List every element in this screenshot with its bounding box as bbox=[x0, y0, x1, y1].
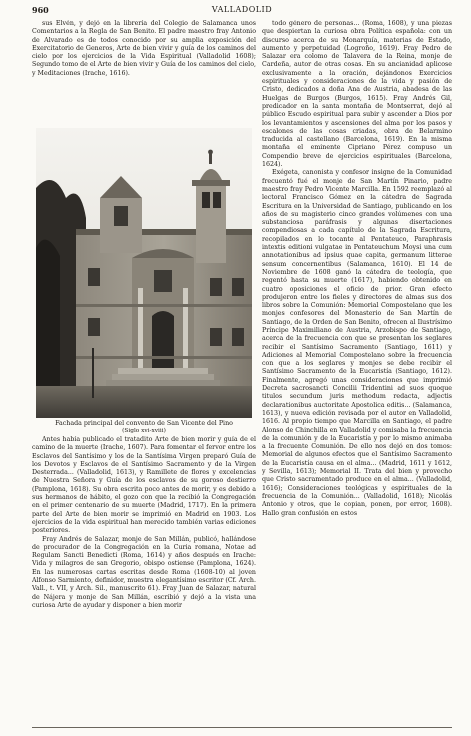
left-column-bottom bbox=[32, 436, 256, 724]
paragraph: Antes había publicado el tratadito Arte de bien morir y guía de el camino de la muerte (Irache, 1607). Para fomentar el fervor entre los Esclavos del Santísimo y los de la Santísima Virgen preparó Guía de los Devotos y Esclavos de el Santísimo Sacramento y de la Virgen Desterrada... (Valladolid, 1613), y Ramillete de flores y excelencias de Nuestra Señora y Guía de los esclavos de su goroso destierro (Pamplona, 1618). Su obra escrita poco antes de morir, y es debido a sus hermanos de hábito, el gozo con que la recibió la Congregación en el primer centenario de su muerte (Madrid, 1717). En la primera parte del Arte de bien morir se imprimió en Madrid en 1903. Los ejercicios de la vida espiritual han merecido también varias ediciones posteriores. bbox=[32, 436, 256, 535]
left-column-top bbox=[32, 20, 256, 124]
footer-rule bbox=[32, 727, 452, 728]
paragraph: sus Elvén, y dejó en la librería del Colegio de Salamanca unos Comentarios a la Regla de San Benito. El padre maestro fray Antonio de Alvarado es de todos conocido por su amplia exposición del Exercitatorio de Generos, Arte de bien vivir y guía de los caminos del cielo por los ejercicios de la Vida Espiritual (Valladolid 1608); Segundo tomo de el Arte de bien vivir y Guía de los caminos del cielo, y Meditaciones (Irache, 1616). bbox=[32, 20, 256, 77]
paragraph: Exégeta, canonista y confesor insigne de la Comunidad frecuentó fué el monje de San Martín Pinario, padre maestro fray Pedro Vicente Marcilla. En 1592 reemplazó al lectoral Francisco Gómez en la cátedra de Sagrada Escritura en la Universidad de Santiago, publicando en los años de su magisterio cinco grandes volúmenes con una substanciosa paráfrasis y algunas disertaciones compendiosas a cada capítulo de la Sagrada Escritura, recopilados en lo tocante al Pentateuco, Paraphrasis intextis editioni vulgatae in Pentateuchum Moysi una cum annotationibus ad ipsius quae capita, germanum litterae sensum concernentibus (Salamanca, 1610). El 14 de Noviembre de 1608 ganó la cátedra de teología, que regentó hasta su muerte (1617), habiendo obtenido en cuatro oposiciones el oficio de prior. Gran efecto produjeron entre los fieles y directores de almas sus dos libros sobre la Comunión: Memorial Compostelano que les monjes confesores del Monasterio de San Martín de Santiago, de la Orden de San Benito, ofrecen al Ilustrísimo Príncipe Maximiliano de Austria, Arzobispo de Santiago, acerca de la frecuencia con que se presentan los seglares recibir el Santísimo Sacramento (Santiago, 1611) y Adiciones al Memorial Compostelano sobre la frecuencia con que a los seglares y monjes se debe recibir el Santísimo Sacramento de la Eucaristía (Santiago, 1612). Finalmente, agregó unas consideraciones que imprimió Decreta sacrosancti Concilii Tridentini ad suos quoque titulos secundum juris methodum redacta, adjectis declarationibus auctoritate Apostolica editis... (Salamanca, 1613), y nueva edición revisada por el autor en Valladolid, 1616. Al propio tiempo que Marcilla en Santiago, el padre Alonso de Chinchilla en Valladolid y comisaba la frecuencia de la comunión y de la Eucaristía y por lo mismo animaba a la frecuente Comunión. De ello nos dejó en dos tomos: Memorial de algunos efectos que el Santísimo Sacramento de la Eucaristía causa en el alma... (Madrid, 1611 y 1612, y Sevilla, 1613); Memorial II. Trata del bien y provecho que Cristo sacramentado produce en el alma... (Valladolid, 1616); Consideraciones teológicas y espirituales de la frecuencia de la Comunión... (Valladolid, 1618); Nicolás Antonio y otros, que le copian, ponen, por error, 1608). Hallo gran confusión en estos bbox=[262, 169, 452, 517]
running-title: VALLADOLID bbox=[211, 5, 273, 14]
convent-photo bbox=[36, 128, 252, 418]
caption-subtitle: (Siglo xvi-xviii) bbox=[122, 427, 166, 434]
paragraph: todo género de personas... (Roma, 1608), y una piezas que despiertan la curiosa obra Política española: con un discurso acerca de su Monarquía, materias de Estado, aumento y perpetuidad (Logroño, 1619). Fray Pedro de Salazar era colomo de Talavera de la Reina, monje de Cardeña, autor de otras cosas. En su ancianidad aplicose exclusivamente a la oración, dejándonos Exercicios espirituales y consideraciones de la vida y pasión de Cristo, dedicados a doña Ana de Austria, abadesa de las Huelgas de Burgos (Burgos, 1615). Fray Andrés Gil, predicador en la santa montaña de Montserrat, dejó al público Escudo espiritual para subir y ascender a Dios por los levantamientos y ascensiones del alma por los pasos y escalones de las cosas criadas, obra de Belarmino traducida al castellano (Barcelona, 1619). En la misma montaña el eminente Cipriano Pérez compuso un Compendio breve de ejercicios espirituales (Barcelona, 1624). bbox=[262, 20, 452, 169]
figure-caption bbox=[36, 420, 252, 435]
caption-title: Fachada principal del convento de San Vicente del Pino bbox=[55, 420, 233, 427]
page-header bbox=[32, 4, 452, 18]
page-number: 960 bbox=[32, 5, 49, 15]
right-column bbox=[262, 20, 452, 724]
paragraph: Fray Andrés de Salazar, monje de San Millán, publicó, hallándose de procurador de la Congregación en la Curia romana, Notae ad Regulam Sancti Benedicti (Roma, 1614) y años después en Irache: Vida y milagros de san Gregorio, obispo ostiense (Pamplona, 1624). En las numerosas cartas escritas desde Roma (1608-10) al joven Alfonso Sarmiento, definidor, muestra elegantísimo escritor (Cf. Arch. Vall., t. VII, y Arch. Sil., manuscrito 61). Fray Juan de Salazar, natural de Nájera y monje de San Millán, escribió y dejó a la vista una curiosa Arte de ayudar y disponer a bien morir bbox=[32, 535, 256, 609]
